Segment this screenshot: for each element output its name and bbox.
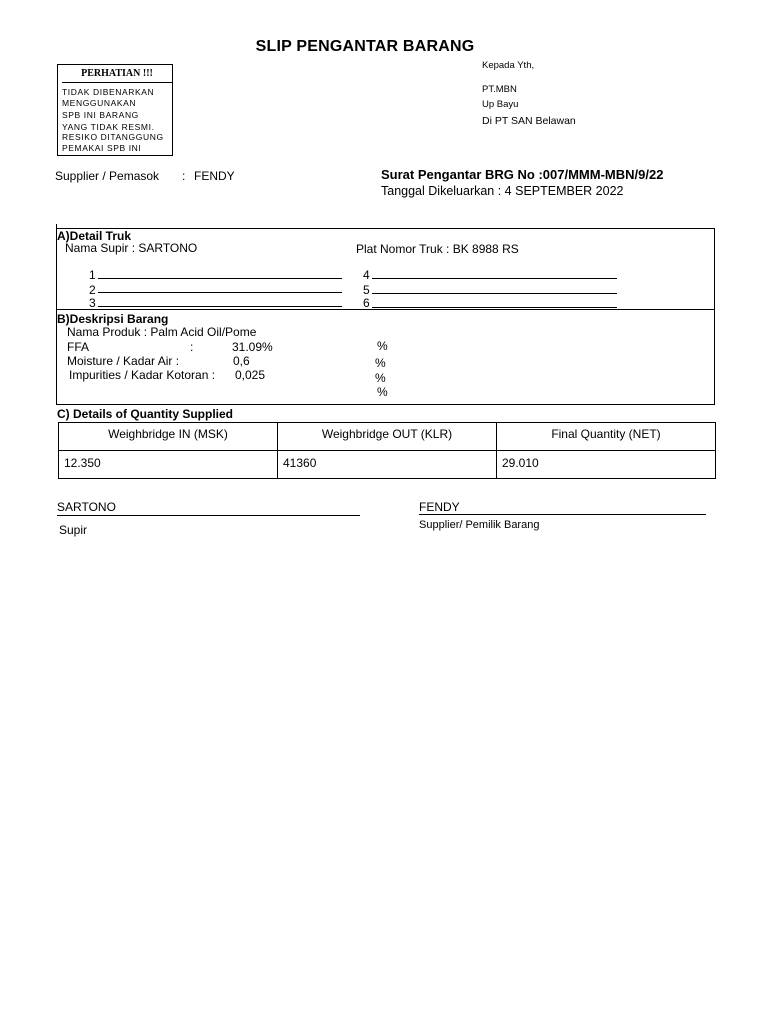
table-cell: 41360	[283, 456, 317, 470]
impurities-value: 0,025	[235, 368, 266, 382]
document-title: SLIP PENGANTAR BARANG	[255, 38, 475, 55]
percent-mark: %	[375, 356, 386, 370]
table-header-cell: Final Quantity (NET)	[551, 427, 661, 441]
slot-number: 3	[89, 296, 96, 310]
supplier-label: Supplier / Pemasok	[55, 169, 160, 183]
slot-line	[372, 307, 617, 308]
table-top-border	[58, 422, 716, 423]
warning-box	[57, 64, 173, 156]
percent-mark: %	[377, 339, 388, 353]
warning-line: SPB INI BARANG	[62, 110, 139, 120]
slot-line	[98, 278, 342, 279]
warning-line: PEMAKAI SPB INI	[62, 143, 142, 153]
slot-line	[98, 306, 342, 307]
table-bottom-border	[58, 478, 716, 479]
slot-number: 6	[363, 296, 370, 310]
supplier-signature-name: FENDY	[419, 500, 460, 514]
percent-mark: %	[377, 385, 388, 399]
impurities-label: Impurities / Kadar Kotoran :	[69, 368, 216, 382]
table-header-cell: Weighbridge IN (MSK)	[108, 427, 228, 441]
slot-line	[372, 293, 617, 294]
truck-plate: Plat Nomor Truk : BK 8988 RS	[356, 242, 519, 256]
ffa-separator: :	[190, 340, 194, 354]
table-column-border	[715, 422, 716, 479]
section-divider	[56, 309, 715, 310]
table-cell: 29.010	[502, 456, 539, 470]
frame-right-border	[714, 228, 715, 404]
warning-line: YANG TIDAK RESMI.	[62, 122, 155, 132]
moisture-label: Moisture / Kadar Air :	[67, 354, 180, 368]
slot-number: 2	[89, 283, 96, 297]
table-cell: 12.350	[64, 456, 101, 470]
supplier-value: FENDY	[194, 169, 235, 183]
ffa-label: FFA	[67, 340, 90, 354]
driver-signature-name: SARTONO	[57, 500, 116, 514]
frame-top-border	[56, 228, 715, 229]
warning-line: RESIKO DITANGGUNG	[62, 132, 164, 142]
recipient-attention: Up Bayu	[482, 99, 519, 110]
slot-number: 4	[363, 268, 370, 282]
slot-number: 1	[89, 268, 96, 282]
goods-section-heading: B)Deskripsi Barang	[57, 312, 169, 326]
recipient-greeting: Kepada Yth,	[482, 60, 535, 71]
percent-mark: %	[375, 371, 386, 385]
slot-line	[372, 278, 617, 279]
product-name: Nama Produk : Palm Acid Oil/Pome	[67, 325, 257, 339]
frame-bottom-border	[56, 404, 715, 405]
supplier-separator: :	[182, 169, 186, 183]
table-header-divider	[58, 450, 716, 451]
warning-heading: PERHATIAN !!!	[81, 68, 153, 79]
driver-signature-role: Supir	[59, 523, 88, 537]
recipient-location: Di PT SAN Belawan	[482, 115, 576, 127]
quantity-section-heading: C) Details of Quantity Supplied	[57, 407, 234, 421]
supplier-signature-line	[419, 514, 706, 515]
driver-signature-line	[57, 515, 360, 516]
slot-number: 5	[363, 283, 370, 297]
ffa-value: 31.09%	[232, 340, 273, 354]
warning-header	[62, 68, 172, 83]
moisture-value: 0,6	[233, 354, 250, 368]
letter-date: Tanggal Dikeluarkan : 4 SEPTEMBER 2022	[381, 184, 624, 198]
warning-line: TIDAK DIBENARKAN	[62, 87, 155, 97]
letter-number: Surat Pengantar BRG No :007/MMM-MBN/9/22	[381, 167, 664, 182]
warning-line: MENGGUNAKAN	[62, 98, 137, 108]
supplier-signature-role: Supplier/ Pemilik Barang	[419, 519, 540, 531]
recipient-company: PT.MBN	[482, 84, 517, 95]
slot-line	[98, 292, 342, 293]
truck-section-heading: A)Detail Truk	[57, 229, 132, 243]
driver-name: Nama Supir : SARTONO	[65, 241, 198, 255]
table-header-cell: Weighbridge OUT (KLR)	[321, 427, 453, 441]
